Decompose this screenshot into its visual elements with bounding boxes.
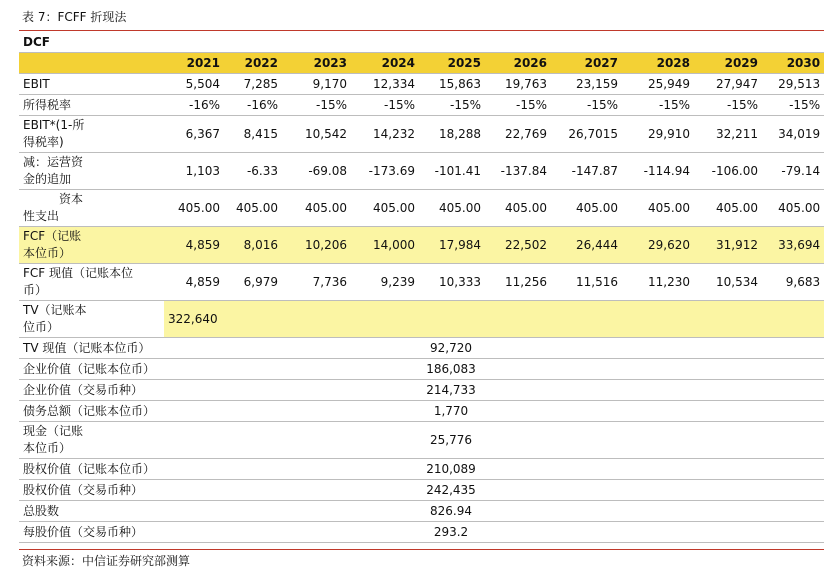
tv-fill bbox=[224, 301, 824, 338]
year-cell: 2021 bbox=[164, 53, 224, 74]
year-cell: 2023 bbox=[282, 53, 351, 74]
summary-blank bbox=[551, 480, 824, 501]
dcf-table bbox=[19, 32, 824, 543]
summary-row bbox=[19, 380, 824, 401]
summary-value: 92,720 bbox=[351, 338, 551, 359]
value-cell: -6.33 bbox=[224, 153, 282, 190]
value-cell: 1,103 bbox=[164, 153, 224, 190]
value-cell: 15,863 bbox=[419, 74, 485, 95]
value-cell: 32,211 bbox=[694, 116, 762, 153]
table-row bbox=[19, 116, 824, 153]
value-cell: 17,984 bbox=[419, 227, 485, 264]
value-cell: 11,256 bbox=[485, 264, 551, 301]
summary-row bbox=[19, 359, 824, 380]
row-label-line: 本位币） bbox=[23, 441, 72, 455]
table-row bbox=[19, 190, 824, 227]
bottom-rule bbox=[19, 549, 824, 550]
summary-blank bbox=[551, 422, 824, 459]
year-cell: 2024 bbox=[351, 53, 419, 74]
value-cell: 10,542 bbox=[282, 116, 351, 153]
value-cell: 9,239 bbox=[351, 264, 419, 301]
value-cell: -15% bbox=[351, 95, 419, 116]
value-cell: -147.87 bbox=[551, 153, 622, 190]
value-cell: -106.00 bbox=[694, 153, 762, 190]
value-cell: 10,534 bbox=[694, 264, 762, 301]
value-cell: 11,230 bbox=[622, 264, 694, 301]
value-cell: 10,206 bbox=[282, 227, 351, 264]
year-cell: 2026 bbox=[485, 53, 551, 74]
value-cell: 6,979 bbox=[224, 264, 282, 301]
row-label: 债务总额（记账本位币） bbox=[19, 401, 351, 422]
value-cell: 29,620 bbox=[622, 227, 694, 264]
value-cell: 405.00 bbox=[282, 190, 351, 227]
row-label bbox=[19, 227, 164, 264]
value-cell: -15% bbox=[762, 95, 824, 116]
summary-blank bbox=[551, 459, 824, 480]
table-row bbox=[19, 153, 824, 190]
years-row bbox=[19, 53, 824, 74]
value-cell: 31,912 bbox=[694, 227, 762, 264]
value-cell: 8,415 bbox=[224, 116, 282, 153]
row-label-line: 得税率) bbox=[23, 135, 64, 149]
value-cell: -173.69 bbox=[351, 153, 419, 190]
value-cell: 405.00 bbox=[694, 190, 762, 227]
tv-value: 322,640 bbox=[164, 301, 224, 338]
value-cell: 405.00 bbox=[224, 190, 282, 227]
summary-value: 25,776 bbox=[351, 422, 551, 459]
row-label-line: EBIT*(1-所 bbox=[23, 118, 85, 132]
value-cell: -15% bbox=[485, 95, 551, 116]
summary-blank bbox=[551, 359, 824, 380]
value-cell: 10,333 bbox=[419, 264, 485, 301]
row-label: 每股价值（交易币种） bbox=[19, 522, 351, 543]
row-label-line: 金的追加 bbox=[23, 172, 72, 186]
value-cell: 14,000 bbox=[351, 227, 419, 264]
summary-row bbox=[19, 459, 824, 480]
value-cell: -69.08 bbox=[282, 153, 351, 190]
row-label-line: FCF 现值（记账本位 bbox=[23, 266, 133, 280]
value-cell: -15% bbox=[282, 95, 351, 116]
value-cell: -79.14 bbox=[762, 153, 824, 190]
summary-blank bbox=[551, 380, 824, 401]
summary-blank bbox=[551, 522, 824, 543]
table-row bbox=[19, 95, 824, 116]
value-cell: 11,516 bbox=[551, 264, 622, 301]
row-label-line: 减：运营资 bbox=[23, 155, 84, 169]
value-cell: 405.00 bbox=[551, 190, 622, 227]
row-label: EBIT bbox=[19, 74, 164, 95]
value-cell: 6,367 bbox=[164, 116, 224, 153]
value-cell: -15% bbox=[551, 95, 622, 116]
value-cell: 22,502 bbox=[485, 227, 551, 264]
summary-blank bbox=[551, 338, 824, 359]
year-cell: 2025 bbox=[419, 53, 485, 74]
value-cell: 405.00 bbox=[622, 190, 694, 227]
value-cell: 23,159 bbox=[551, 74, 622, 95]
value-cell: 9,683 bbox=[762, 264, 824, 301]
row-label: 股权价值（记账本位币） bbox=[19, 459, 351, 480]
row-label bbox=[19, 301, 164, 338]
row-label-line: 位币） bbox=[23, 320, 60, 334]
summary-row bbox=[19, 480, 824, 501]
table-row-tv bbox=[19, 301, 824, 338]
value-cell: -15% bbox=[694, 95, 762, 116]
summary-value: 293.2 bbox=[351, 522, 551, 543]
value-cell: -101.41 bbox=[419, 153, 485, 190]
header-row bbox=[19, 32, 824, 53]
summary-row bbox=[19, 522, 824, 543]
year-cell: 2022 bbox=[224, 53, 282, 74]
year-cell: 2030 bbox=[762, 53, 824, 74]
value-cell: 7,736 bbox=[282, 264, 351, 301]
value-cell: 29,910 bbox=[622, 116, 694, 153]
value-cell: 22,769 bbox=[485, 116, 551, 153]
value-cell: -114.94 bbox=[622, 153, 694, 190]
row-label bbox=[19, 153, 164, 190]
value-cell: 33,694 bbox=[762, 227, 824, 264]
value-cell: -15% bbox=[419, 95, 485, 116]
row-label: TV 现值（记账本位币） bbox=[19, 338, 351, 359]
value-cell: 405.00 bbox=[485, 190, 551, 227]
summary-row bbox=[19, 501, 824, 522]
row-label bbox=[19, 190, 164, 227]
value-cell: 18,288 bbox=[419, 116, 485, 153]
summary-value: 210,089 bbox=[351, 459, 551, 480]
years-corner bbox=[19, 53, 164, 74]
value-cell: 405.00 bbox=[762, 190, 824, 227]
summary-value: 826.94 bbox=[351, 501, 551, 522]
row-label-line: 本位币） bbox=[23, 246, 72, 260]
summary-row bbox=[19, 401, 824, 422]
value-cell: 4,859 bbox=[164, 227, 224, 264]
header-title: DCF bbox=[19, 32, 824, 53]
table-row bbox=[19, 74, 824, 95]
value-cell: -137.84 bbox=[485, 153, 551, 190]
value-cell: 26,444 bbox=[551, 227, 622, 264]
summary-value: 242,435 bbox=[351, 480, 551, 501]
value-cell: -16% bbox=[164, 95, 224, 116]
row-label bbox=[19, 422, 351, 459]
value-cell: 5,504 bbox=[164, 74, 224, 95]
value-cell: 4,859 bbox=[164, 264, 224, 301]
value-cell: 405.00 bbox=[351, 190, 419, 227]
table-caption: 表 7：FCFF 折现法 bbox=[22, 10, 127, 24]
value-cell: 19,763 bbox=[485, 74, 551, 95]
source-note: 资料来源：中信证券研究部测算 bbox=[22, 554, 191, 568]
year-cell: 2029 bbox=[694, 53, 762, 74]
summary-blank bbox=[551, 501, 824, 522]
row-label: 企业价值（记账本位币） bbox=[19, 359, 351, 380]
year-cell: 2027 bbox=[551, 53, 622, 74]
row-label-line: FCF（记账 bbox=[23, 229, 82, 243]
summary-row bbox=[19, 422, 824, 459]
value-cell: 12,334 bbox=[351, 74, 419, 95]
value-cell: 25,949 bbox=[622, 74, 694, 95]
value-cell: -15% bbox=[622, 95, 694, 116]
row-label-line: 币） bbox=[23, 283, 48, 297]
value-cell: 405.00 bbox=[164, 190, 224, 227]
value-cell: 34,019 bbox=[762, 116, 824, 153]
row-label bbox=[19, 116, 164, 153]
value-cell: 405.00 bbox=[419, 190, 485, 227]
year-cell: 2028 bbox=[622, 53, 694, 74]
row-label-line: 资本 bbox=[59, 192, 84, 206]
top-rule bbox=[19, 30, 824, 31]
row-label: 所得税率 bbox=[19, 95, 164, 116]
summary-blank bbox=[551, 401, 824, 422]
row-label-line: 性支出 bbox=[23, 209, 60, 223]
summary-row bbox=[19, 338, 824, 359]
row-label: 总股数 bbox=[19, 501, 351, 522]
value-cell: 26,7015 bbox=[551, 116, 622, 153]
row-label-line: TV（记账本 bbox=[23, 303, 87, 317]
value-cell: 29,513 bbox=[762, 74, 824, 95]
row-label: 企业价值（交易币种） bbox=[19, 380, 351, 401]
value-cell: -16% bbox=[224, 95, 282, 116]
row-label bbox=[19, 264, 164, 301]
row-label: 股权价值（交易币种） bbox=[19, 480, 351, 501]
value-cell: 8,016 bbox=[224, 227, 282, 264]
summary-value: 1,770 bbox=[351, 401, 551, 422]
value-cell: 14,232 bbox=[351, 116, 419, 153]
value-cell: 9,170 bbox=[282, 74, 351, 95]
summary-value: 214,733 bbox=[351, 380, 551, 401]
summary-value: 186,083 bbox=[351, 359, 551, 380]
row-label-line: 现金（记账 bbox=[23, 424, 84, 438]
table-row bbox=[19, 227, 824, 264]
value-cell: 7,285 bbox=[224, 74, 282, 95]
table-row bbox=[19, 264, 824, 301]
value-cell: 27,947 bbox=[694, 74, 762, 95]
